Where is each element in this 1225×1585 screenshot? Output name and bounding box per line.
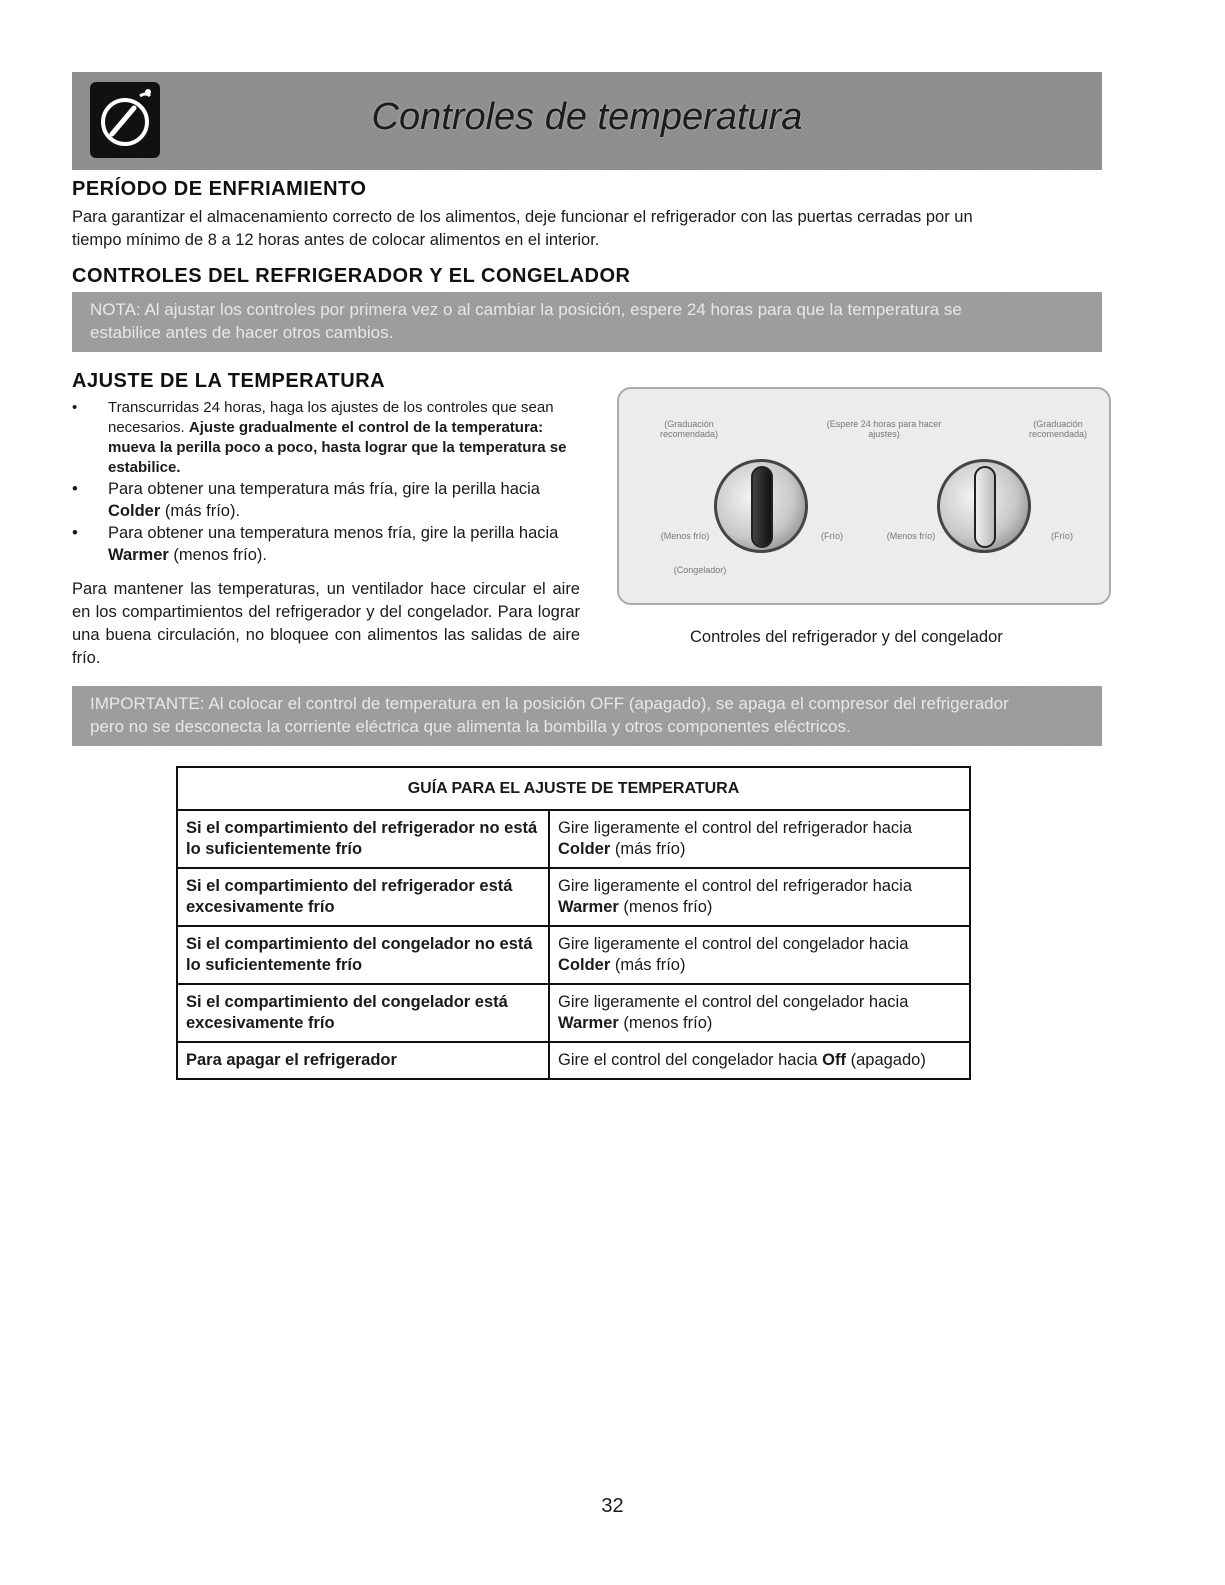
guide-action-bold: Colder [558,840,611,858]
guide-condition: Si el compartimiento del congelador no está lo suficientemente frío [177,926,549,984]
freezer-knob[interactable] [937,459,1031,553]
guide-action-bold: Warmer [558,1014,619,1032]
adjust-bullet-list [72,398,592,566]
important-line1: IMPORTANTE: Al colocar el control de temperatura en la posición OFF (apagado), se apaga el compresor del refrigerador [90,694,1009,713]
table-row [177,1042,970,1079]
table-row [177,810,970,868]
list-item: • Transcurridas 24 horas, haga los ajustes de los controles que sean necesarios. Ajuste gradualmente el control de la temperatura: mueva la perilla poco a poco, hasta lograr que la temperatura se estabilice. [72,399,567,476]
label-congelador: (Congelador) [673,565,727,575]
list-item: • Para obtener una temperatura menos fría, gire la perilla hacia Warmer (menos frío). [72,524,559,564]
important-line2: pero no se desconecta la corriente eléctrica que alimenta la bombilla y otros componentes eléctricos. [90,717,851,736]
guide-action-suffix: (más frío) [614,956,686,974]
figure-caption: Controles del refrigerador y del congelador [690,628,1003,646]
guide-action-text: Gire el control del congelador hacia [558,1051,818,1069]
control-panel-figure [617,387,1111,605]
guide-action-suffix: (apagado) [850,1051,926,1069]
guide-condition: Si el compartimiento del refrigerador está excesivamente frío [177,868,549,926]
guide-action-text: Gire ligeramente el control del congelador hacia [558,935,909,953]
note-line1: NOTA: Al ajustar los controles por primera vez o al cambiar la posición, espere 24 horas para que la temperatura se [90,300,962,319]
guide-action-bold: Off [822,1051,846,1069]
guide-action-text: Gire ligeramente el control del refrigerador hacia [558,877,913,895]
label-menos-frio-right: (Menos frío) [886,531,936,541]
label-frio-left: (Frío) [821,531,843,541]
guide-action-text: Gire ligeramente el control del congelador hacia [558,993,909,1011]
label-frio-right: (Frío) [1051,531,1073,541]
label-graduacion-left: (Graduación recomendada) [659,419,719,439]
bullet3-text: Para obtener una temperatura menos fría, gire la perilla hacia [108,524,559,542]
bullet1-text: Transcurridas 24 horas, haga los ajustes de los controles que sean necesarios. [108,399,554,436]
guide-condition: Para apagar el refrigerador [177,1042,549,1079]
heading-ajuste-temperatura: AJUSTE DE LA TEMPERATURA [72,370,386,392]
periodo-body-line1: Para garantizar el almacenamiento correcto de los alimentos, deje funcionar el refrigerador con las puertas cerradas por un [72,208,973,226]
guide-action-bold: Warmer [558,898,619,916]
label-graduacion-right: (Graduación recomendada) [1028,419,1088,439]
bullet1-bold-text: Ajuste gradualmente el control de la temperatura: mueva la perilla poco a poco, hasta lograr que la temperatura se estabilice. [108,419,567,476]
table-row [177,984,970,1042]
page-number: 32 [601,1495,624,1517]
important-box [72,686,1102,746]
guide-action-suffix: (menos frío) [623,1014,713,1032]
table-row [177,926,970,984]
bullet2-text: Para obtener una temperatura más fría, gire la perilla hacia [108,480,540,498]
guide-action [549,984,970,1042]
circulation-paragraph: Para mantener las temperaturas, un ventilador hace circular el aire en los compartimientos del refrigerador y del congelador. Para lograr una buena circulación, no bloquee con alimentos las salidas de aire frío. [72,580,580,667]
guide-action-suffix: (más frío) [614,840,686,858]
periodo-body-line2: tiempo mínimo de 8 a 12 horas antes de colocar alimentos en el interior. [72,231,600,249]
table-row [177,868,970,926]
guide-action-text: Gire ligeramente el control del refrigerador hacia [558,819,913,837]
guide-action [549,1042,970,1079]
heading-periodo-enfriamiento: PERÍODO DE ENFRIAMIENTO [72,178,367,200]
temperature-guide-table [176,766,971,1080]
list-item: • Para obtener una temperatura más fría, gire la perilla hacia Colder (más frío). [72,480,540,520]
label-espere: (Espere 24 horas para hacer ajustes) [826,419,942,439]
guide-condition: Si el compartimiento del refrigerador no está lo suficientemente frío [177,810,549,868]
note-line2: estabilice antes de hacer otros cambios. [90,323,394,342]
bullet2-bold-text: Colder [108,502,161,520]
guide-action-suffix: (menos frío) [623,898,713,916]
guide-action [549,926,970,984]
page-title: Controles de temperatura [371,96,803,138]
note-box [72,292,1102,352]
bullet2-suffix: (más frío). [164,502,241,520]
guide-title: GUÍA PARA EL AJUSTE DE TEMPERATURA [177,767,970,810]
guide-action [549,868,970,926]
section-banner [72,72,1102,170]
label-menos-frio-left: (Menos frío) [660,531,710,541]
bullet3-suffix: (menos frío). [173,546,267,564]
guide-action-bold: Colder [558,956,611,974]
refrigerator-knob[interactable] [714,459,808,553]
guide-condition: Si el compartimiento del congelador está excesivamente frío [177,984,549,1042]
heading-controles: CONTROLES DEL REFRIGERADOR Y EL CONGELADOR [72,265,631,287]
bullet3-bold-text: Warmer [108,546,169,564]
guide-action [549,810,970,868]
